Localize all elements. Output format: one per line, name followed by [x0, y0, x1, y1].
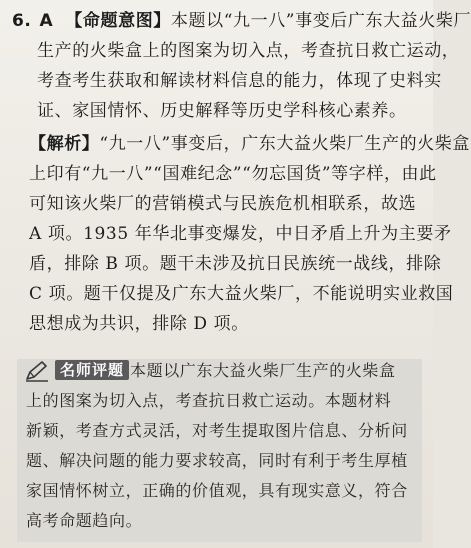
- analysis-label: 【解析】: [29, 134, 100, 154]
- intent-text-0: 本题以“九一八”事变后广东大益火柴厂: [170, 11, 471, 31]
- intent-line-4: 证、家国情怀、历史解释等历史学科核心素养。: [37, 101, 407, 121]
- pencil-icon: [24, 360, 50, 382]
- analysis-line-1: [29, 133, 470, 155]
- review-badge: 名师评题: [55, 360, 129, 380]
- intent-label: 【命题意图】: [65, 11, 171, 31]
- intent-line-2: 生产的火柴盒上的图案为切入点，考查抗日救亡运动，: [37, 41, 460, 61]
- review-line-1: 本题以广东大益火柴厂生产的火柴盒: [130, 361, 396, 380]
- review-line-6: 高考命题趋向。: [26, 511, 143, 530]
- review-line-5: 家国情怀树立，正确的价值观，具有现实意义，符合: [26, 481, 408, 500]
- analysis-line-5: 盾，排除 B 项。题干未涉及抗日民族统一战线，排除: [29, 254, 442, 274]
- answer-letter: A: [39, 11, 54, 31]
- analysis-line-4: A 项。1935 年华北事变爆发，中日矛盾上升为主要矛: [29, 224, 452, 244]
- review-line-4: 题、解决问题的能力要求较高，同时有利于考生厚植: [26, 451, 408, 470]
- analysis-line-2: 上印有“九一八”“国难纪念”“勿忘国货”等字样，由此: [29, 164, 437, 184]
- analysis-line-3: 可知该火柴厂的营销模式与民族危机相联系，故选: [29, 194, 417, 214]
- intent-line-1: [12, 10, 471, 32]
- analysis-text-0: “九一八”事变后，广东大益火柴厂生产的火柴盒: [99, 134, 470, 154]
- analysis-line-6: C 项。题干仅提及广东大益火柴厂，不能说明实业救国: [29, 284, 454, 304]
- review-line-3: 新颖，考查方式灵活，对考生提取图片信息、分析问: [26, 421, 408, 440]
- intent-line-3: 考查考生获取和解读材料信息的能力，体现了史料实: [37, 71, 442, 91]
- review-line-2: 上的图案为切入点，考查抗日救亡运动。本题材料: [26, 391, 392, 410]
- question-number: 6.: [12, 11, 32, 31]
- analysis-line-7: 思想成为共识，排除 D 项。: [29, 314, 249, 334]
